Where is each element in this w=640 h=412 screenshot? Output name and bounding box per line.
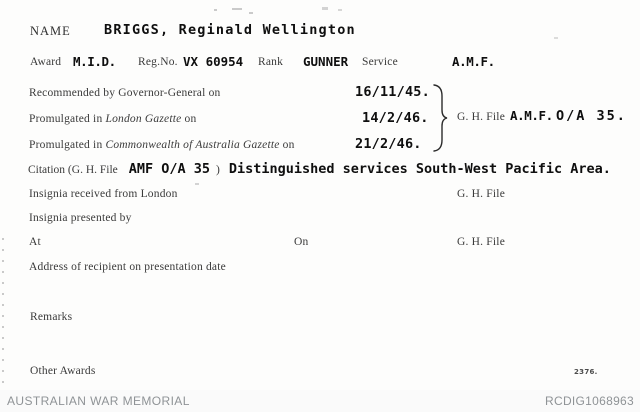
on-field-label: On <box>294 236 309 248</box>
regno-field-value: VX 60954 <box>183 54 244 69</box>
award-field-label: Award <box>30 56 62 68</box>
promulgated-london-date-value: 14/2/46. <box>362 110 429 126</box>
name-field-value: BRIGGS, Reginald Wellington <box>104 22 356 38</box>
scan-speck <box>322 7 328 10</box>
insignia-received-gh-file-label: G. H. File <box>457 188 505 200</box>
form-stamp-number: 2376. <box>574 368 598 376</box>
at-field-label: At <box>29 236 41 248</box>
promulgated-london-label: Promulgated in London Gazette on <box>29 113 197 125</box>
viewer-footer-bar <box>0 390 640 412</box>
scan-speck <box>214 9 217 11</box>
other-awards-field-label: Other Awards <box>30 365 96 377</box>
date-group-brace <box>432 83 449 153</box>
gh-file-amf-value: A.M.F. <box>510 108 553 123</box>
scan-speck <box>232 8 242 10</box>
insignia-received-label: Insignia received from London <box>29 188 178 200</box>
address-field-label: Address of recipient on presentation date <box>29 261 226 273</box>
remarks-field-label: Remarks <box>30 311 73 323</box>
service-field-label: Service <box>362 56 398 68</box>
footer-institution-label: AUSTRALIAN WAR MEMORIAL <box>7 394 190 408</box>
citation-file-value: AMF O/A 35 <box>128 161 211 177</box>
insignia-presented-label: Insignia presented by <box>29 212 132 224</box>
citation-value: Distinguished services South-West Pacific Area. <box>228 161 611 177</box>
citation-label-close: ) <box>216 164 220 176</box>
cwlth-gazette-title: Commonwealth of Australia Gazette <box>105 139 280 151</box>
rank-field-value: GUNNER <box>303 54 349 69</box>
scan-speck <box>249 12 253 14</box>
rank-field-label: Rank <box>258 56 284 68</box>
promulgated-cwlth-label: Promulgated in Commonwealth of Australia Gazette on <box>29 139 295 151</box>
recommended-label: Recommended by Governor-General on <box>29 87 221 99</box>
footer-record-id: RCDIG1068963 <box>545 394 634 408</box>
award-field-value: M.I.D. <box>73 54 116 69</box>
at-gh-file-label: G. H. File <box>457 236 505 248</box>
citation-row <box>28 160 611 178</box>
name-field-label: NAME <box>30 24 71 38</box>
citation-label-open: Citation (G. H. File <box>28 164 118 176</box>
recommended-date-value: 16/11/45. <box>355 84 430 100</box>
london-gazette-title: London Gazette <box>105 113 182 125</box>
regno-field-label: Reg.No. <box>138 56 178 68</box>
service-field-value: A.M.F. <box>452 54 495 69</box>
gh-file-label: G. H. File <box>457 111 505 123</box>
promulgated-cwlth-date-value: 21/2/46. <box>355 136 422 152</box>
scan-speck <box>554 37 558 39</box>
scan-speck <box>195 183 199 185</box>
left-edge-perforation-marks <box>2 238 4 390</box>
gh-file-oa-value: O/A 35. <box>556 108 627 124</box>
scan-speck <box>338 9 342 11</box>
